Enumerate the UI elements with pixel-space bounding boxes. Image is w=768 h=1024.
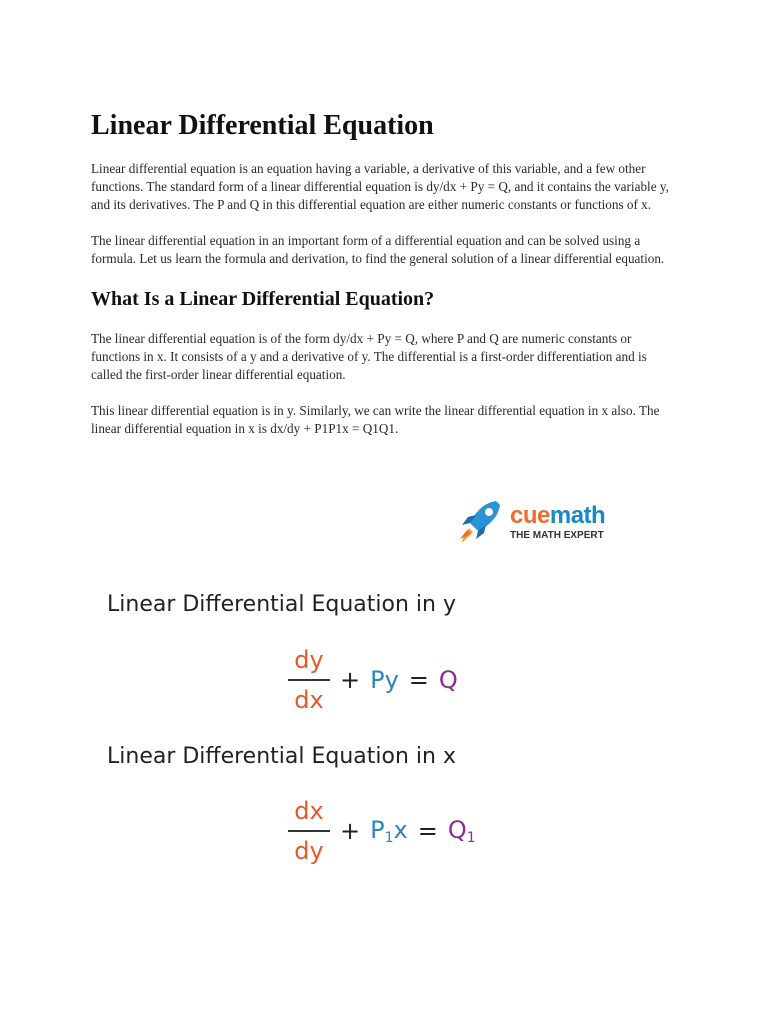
fraction-denominator: dy [294, 837, 324, 865]
equation-y-title: Linear Differential Equation in y [107, 592, 456, 617]
p1-term [370, 816, 408, 846]
equals-sign: = [408, 666, 429, 694]
equation-x [288, 795, 476, 867]
logo-word-math: math [549, 501, 606, 529]
section-heading: What Is a Linear Differential Equation? [91, 288, 435, 310]
logo-tagline: THE MATH EXPERT [510, 529, 604, 541]
rocket-icon [456, 497, 504, 547]
q-term: Q [438, 666, 458, 694]
q-subscript: 1 [466, 830, 476, 846]
fraction-numerator: dy [294, 646, 324, 674]
intro-paragraph-1: Linear differential equation is an equation having a variable, a derivative of this variable, and a few other functions. The standard form of a linear differential equation is dy/dx + Py = Q, and it contains the variable y, and its derivatives. The P and Q in this differential equation are either numeric constants or functions of x. [91, 161, 669, 212]
p-subscript: 1 [384, 830, 394, 846]
plus-sign: + [340, 666, 361, 694]
equation-x-title: Linear Differential Equation in x [107, 744, 456, 769]
section-paragraph-2: This linear differential equation is in y. Similarly, we can write the linear differential equation in x also. The linear differential equation in x is dx/dy + P1P1x = Q1Q1. [91, 403, 660, 436]
plus-sign: + [340, 817, 361, 845]
fraction-denominator: dx [294, 686, 324, 714]
intro-paragraph-2: The linear differential equation in an important form of a differential equation and can be solved using a formula. Let us learn the formula and derivation, to find the general solution of a linear differential equation. [91, 233, 665, 266]
article [91, 108, 681, 456]
page-title: Linear Differential Equation [91, 110, 434, 141]
p-term: Py [370, 666, 399, 694]
fraction-numerator: dx [294, 797, 324, 825]
equals-sign: = [417, 817, 438, 845]
equation-y [288, 644, 458, 716]
q1-term [448, 816, 476, 846]
cuemath-logo [456, 497, 605, 547]
p-variable: x [393, 816, 408, 844]
logo-wordmark [510, 503, 605, 529]
p-letter: P [370, 816, 385, 844]
logo-word-cue: cue [510, 501, 550, 529]
fraction-dx-dy [288, 795, 330, 867]
fraction-bar [288, 830, 330, 832]
fraction-dy-dx [288, 644, 330, 716]
section-paragraph-1: The linear differential equation is of the form dy/dx + Py = Q, where P and Q are numeric constants or functions in x. It consists of a y and a derivative of y. The differential is a first-order differentiation and is called the first-order linear differential equation. [91, 331, 647, 382]
q-letter: Q [447, 816, 467, 844]
fraction-bar [288, 679, 330, 681]
